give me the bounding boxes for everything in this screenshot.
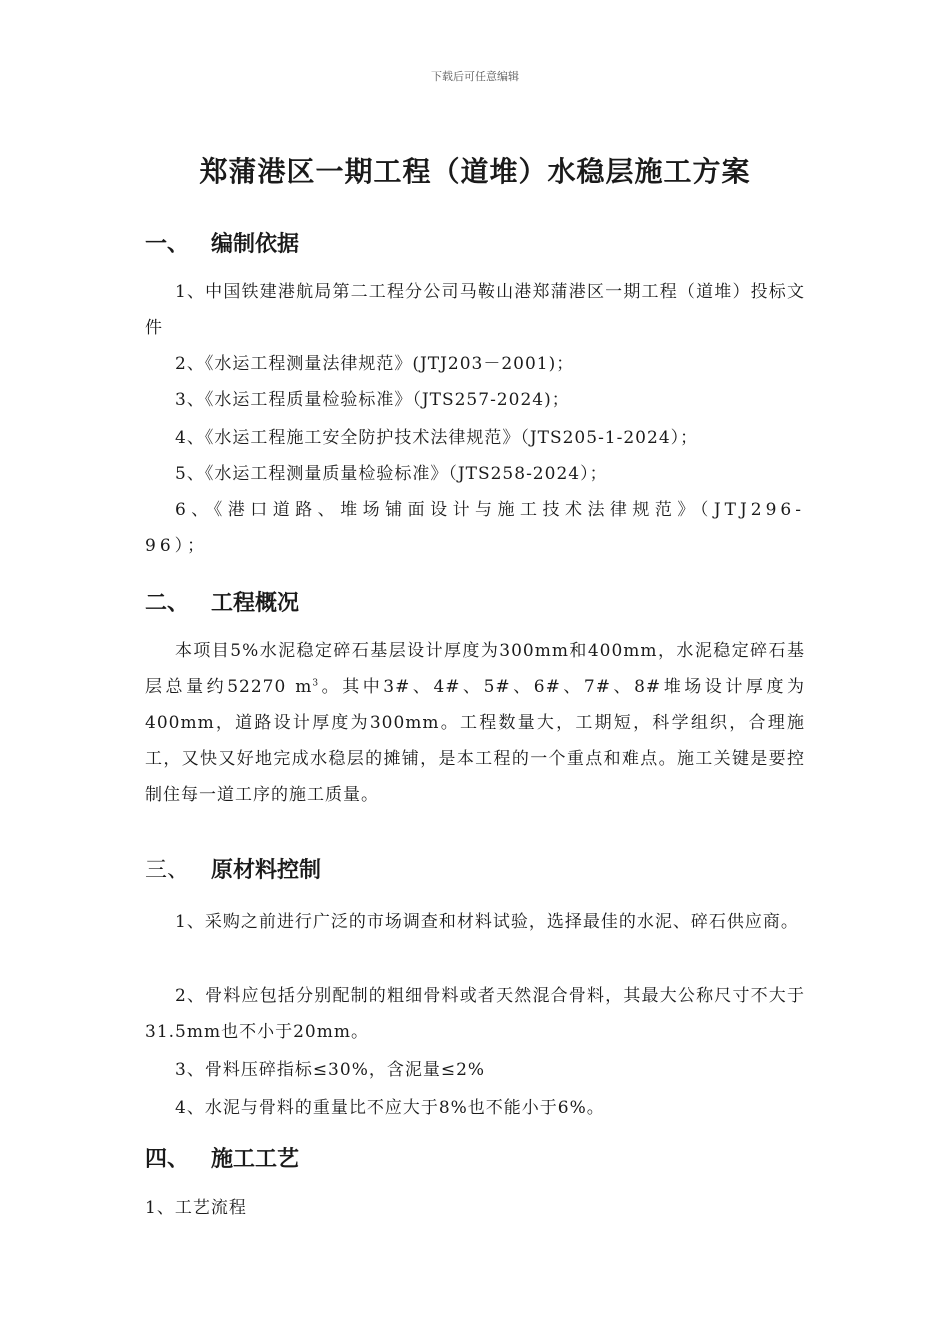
section-number: 一、 [145,232,190,257]
paragraph [145,633,805,813]
list-item: 2、骨料应包括分别配制的粗细骨料或者天然混合骨料，其最大公称尺寸不大于31.5mm也不小于20mm。 [145,986,805,1042]
section-title: 编制依据 [211,232,300,257]
section-title: 施工工艺 [211,1147,300,1172]
section-heading-2 [145,586,299,617]
list-item: 1、采购之前进行广泛的市场调查和材料试验，选择最佳的水泥、碎石供应商。 [175,912,799,932]
section-number: 三、 [145,858,190,883]
list-item: 2、《水运工程测量法律规范》(JTJ203－2001)； [175,354,575,374]
list-item: 4、水泥与骨料的重量比不应大于8%也不能小于6%。 [175,1098,605,1118]
list-item: 4、《水运工程施工安全防护技术法律规范》（JTS205-1-2024）； [175,428,699,448]
document-title: 郑蒲港区一期工程（道堆）水稳层施工方案 [199,155,751,188]
watermark-text: 下载后可任意编辑 [431,70,519,83]
list-item: 1、中国铁建港航局第二工程分公司马鞍山港郑蒲港区一期工程（道堆）投标文件 [145,282,805,338]
superscript: 3 [312,678,320,689]
list-item: 5、《水运工程测量质量检验标准》（JTS258-2024）； [175,464,608,484]
section-title: 工程概况 [211,591,300,616]
section-title: 原材料控制 [211,858,322,883]
list-item: 3、《水运工程质量检验标准》（JTS257-2024)； [175,390,570,410]
paragraph-text: 本项目5%水泥稳定碎石基层设计厚度为300mm和400mm，水泥稳定碎石基层总量约52270 m [145,641,805,697]
paragraph-text: 。其中3#、4#、5#、6#、7#、8#堆场设计厚度为400mm，道路设计厚度为300mm。工程数量大，工期短，科学组织，合理施工，又快又好地完成水稳层的摊铺，是本工程的一个重点和难点。施工关键是要控制住每一道工序的施工质量。 [145,677,805,805]
list-item: 3、骨料压碎指标≤30%，含泥量≤2% [175,1060,486,1080]
list-item: 6、《港口道路、堆场铺面设计与施工技术法律规范》（JTJ296-96）； [145,500,805,556]
list-item: 1、工艺流程 [145,1198,247,1218]
section-number: 四、 [145,1147,190,1172]
section-number: 二、 [145,591,190,616]
section-heading-1 [145,227,299,258]
section-heading-4 [145,1142,299,1173]
section-heading-3 [145,853,321,884]
